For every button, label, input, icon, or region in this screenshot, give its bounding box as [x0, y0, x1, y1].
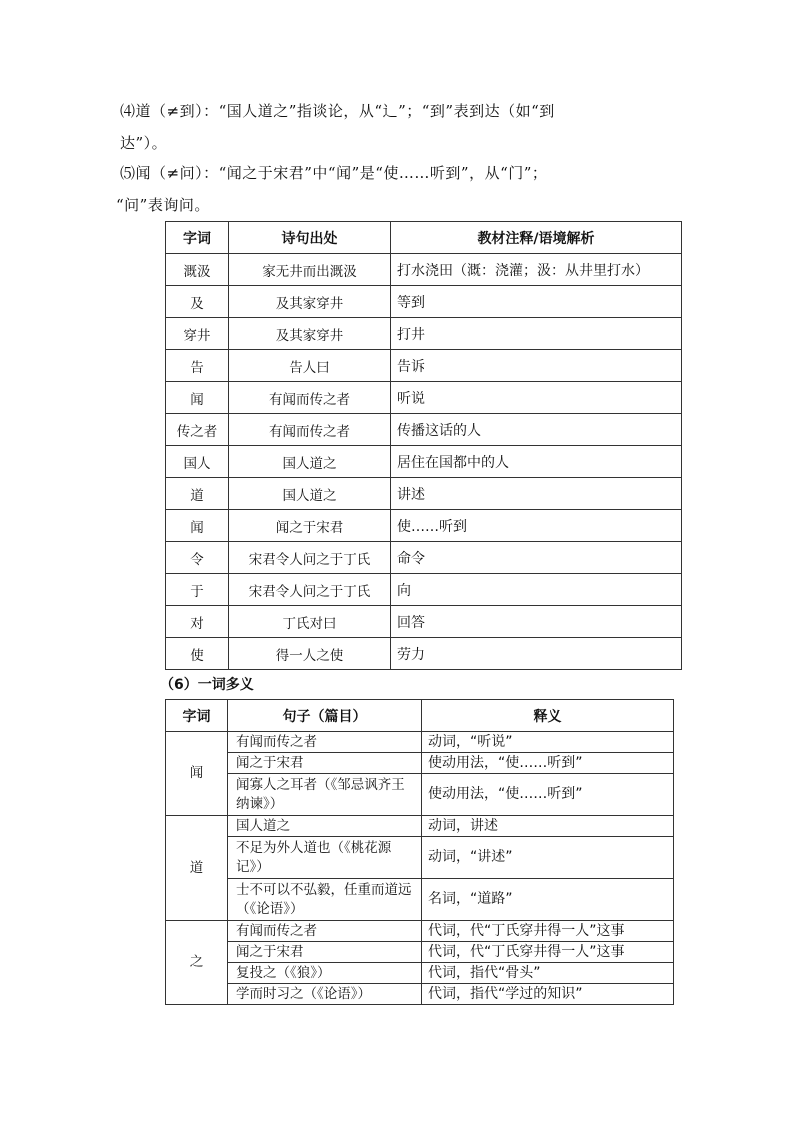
header-sentence: 句子（篇目）: [228, 700, 422, 732]
header-meaning: 释义: [422, 700, 674, 732]
cell-meaning: 代词，指代“学过的知识”: [422, 984, 674, 1005]
paragraph-4-line-1: ⑷道（≠到）：“国人道之”指谈论，从“辶”；“到”表到达（如“到: [120, 102, 555, 120]
cell-source: 及其家穿井: [229, 286, 391, 318]
cell-source: 及其家穿井: [229, 318, 391, 350]
cell-word: 国人: [166, 446, 229, 478]
polysemy-table: [165, 699, 674, 1005]
cell-word: 闻: [166, 382, 229, 414]
cell-source: 国人道之: [229, 446, 391, 478]
cell-meaning: 代词，代“丁氏穿井得一人”这事: [422, 942, 674, 963]
cell-explanation: 命令: [391, 542, 682, 574]
cell-source: 家无井而出溉汲: [229, 254, 391, 286]
cell-meaning: 动词，讲述: [422, 816, 674, 837]
cell-word: 传之者: [166, 414, 229, 446]
cell-word: 告: [166, 350, 229, 382]
cell-word: 溉汲: [166, 254, 229, 286]
vocabulary-table-body: [166, 254, 682, 670]
cell-word: 道: [166, 478, 229, 510]
cell-explanation: 打井: [391, 318, 682, 350]
table-row: [166, 414, 682, 446]
table-row: [166, 921, 674, 942]
vocabulary-table-header: [166, 222, 682, 254]
cell-sentence: 闻之于宋君: [228, 753, 422, 774]
cell-explanation: 使……听到: [391, 510, 682, 542]
cell-word: 闻: [166, 510, 229, 542]
paragraph-5-line-2: “问”表询问。: [116, 196, 210, 214]
table-row: [166, 816, 674, 837]
cell-sentence: 国人道之: [228, 816, 422, 837]
cell-explanation: 打水浇田（溉：浇灌；汲：从井里打水）: [391, 254, 682, 286]
cell-word: 及: [166, 286, 229, 318]
paragraph-4-line-2: 达”）。: [120, 134, 168, 152]
table-row: [166, 753, 674, 774]
cell-word: 之: [166, 921, 228, 1005]
paragraph-5: [116, 157, 680, 221]
cell-explanation: 居住在国都中的人: [391, 446, 682, 478]
cell-source: 有闻而传之者: [229, 414, 391, 446]
cell-sentence: 有闻而传之者: [228, 732, 422, 753]
cell-explanation: 劳力: [391, 638, 682, 670]
header-explanation: 教材注释/语境解析: [391, 222, 682, 254]
cell-explanation: 传播这话的人: [391, 414, 682, 446]
cell-sentence: 士不可以不弘毅，任重而道远（《论语》）: [228, 879, 422, 921]
cell-explanation: 回答: [391, 606, 682, 638]
table-row: [166, 286, 682, 318]
polysemy-table-header: [166, 700, 674, 732]
header-word: 字词: [166, 700, 228, 732]
table-row: [166, 350, 682, 382]
table-row: [166, 382, 682, 414]
table-row: [166, 837, 674, 879]
vocabulary-table: [165, 221, 682, 670]
cell-source: 丁氏对曰: [229, 606, 391, 638]
table-row: [166, 732, 674, 753]
paragraph-5-line-1: ⑸闻（≠问）：“闻之于宋君”中“闻”是“使……听到”，从“门”；: [120, 164, 548, 182]
table-row: [166, 774, 674, 816]
table-row: [166, 638, 682, 670]
table-row: [166, 446, 682, 478]
table-row: [166, 574, 682, 606]
cell-word: 令: [166, 542, 229, 574]
cell-word: 于: [166, 574, 229, 606]
cell-source: 国人道之: [229, 478, 391, 510]
table-row: [166, 542, 682, 574]
cell-meaning: 名词，“道路”: [422, 879, 674, 921]
cell-explanation: 等到: [391, 286, 682, 318]
cell-sentence: 闻寡人之耳者（《邹忌讽齐王纳谏》）: [228, 774, 422, 816]
cell-word: 闻: [166, 732, 228, 816]
cell-sentence: 学而时习之（《论语》）: [228, 984, 422, 1005]
table-row: [166, 254, 682, 286]
cell-meaning: 使动用法，“使……听到”: [422, 774, 674, 816]
cell-explanation: 听说: [391, 382, 682, 414]
cell-source: 得一人之使: [229, 638, 391, 670]
cell-meaning: 使动用法，“使……听到”: [422, 753, 674, 774]
polysemy-table-body: [166, 732, 674, 1005]
section-6-title: （6）一词多义: [160, 677, 254, 693]
cell-meaning: 代词，指代“骨头”: [422, 963, 674, 984]
cell-explanation: 告诉: [391, 350, 682, 382]
cell-explanation: 向: [391, 574, 682, 606]
cell-sentence: 有闻而传之者: [228, 921, 422, 942]
cell-word: 使: [166, 638, 229, 670]
cell-meaning: 动词，“听说”: [422, 732, 674, 753]
cell-meaning: 动词，“讲述”: [422, 837, 674, 879]
cell-sentence: 不足为外人道也（《桃花源记》）: [228, 837, 422, 879]
header-source: 诗句出处: [229, 222, 391, 254]
cell-explanation: 讲述: [391, 478, 682, 510]
cell-word: 穿井: [166, 318, 229, 350]
cell-source: 宋君令人问之于丁氏: [229, 574, 391, 606]
table-row: [166, 879, 674, 921]
table-row: [166, 606, 682, 638]
cell-source: 宋君令人问之于丁氏: [229, 542, 391, 574]
cell-source: 闻之于宋君: [229, 510, 391, 542]
table-row: [166, 963, 674, 984]
header-word: 字词: [166, 222, 229, 254]
cell-source: 有闻而传之者: [229, 382, 391, 414]
cell-meaning: 代词，代“丁氏穿井得一人”这事: [422, 921, 674, 942]
table-row: [166, 510, 682, 542]
table-row: [166, 478, 682, 510]
cell-word: 道: [166, 816, 228, 921]
cell-sentence: 闻之于宋君: [228, 942, 422, 963]
table-row: [166, 318, 682, 350]
cell-sentence: 复投之（《狼》）: [228, 963, 422, 984]
cell-source: 告人曰: [229, 350, 391, 382]
table-row: [166, 942, 674, 963]
table-row: [166, 984, 674, 1005]
paragraph-4: [120, 95, 680, 159]
cell-word: 对: [166, 606, 229, 638]
